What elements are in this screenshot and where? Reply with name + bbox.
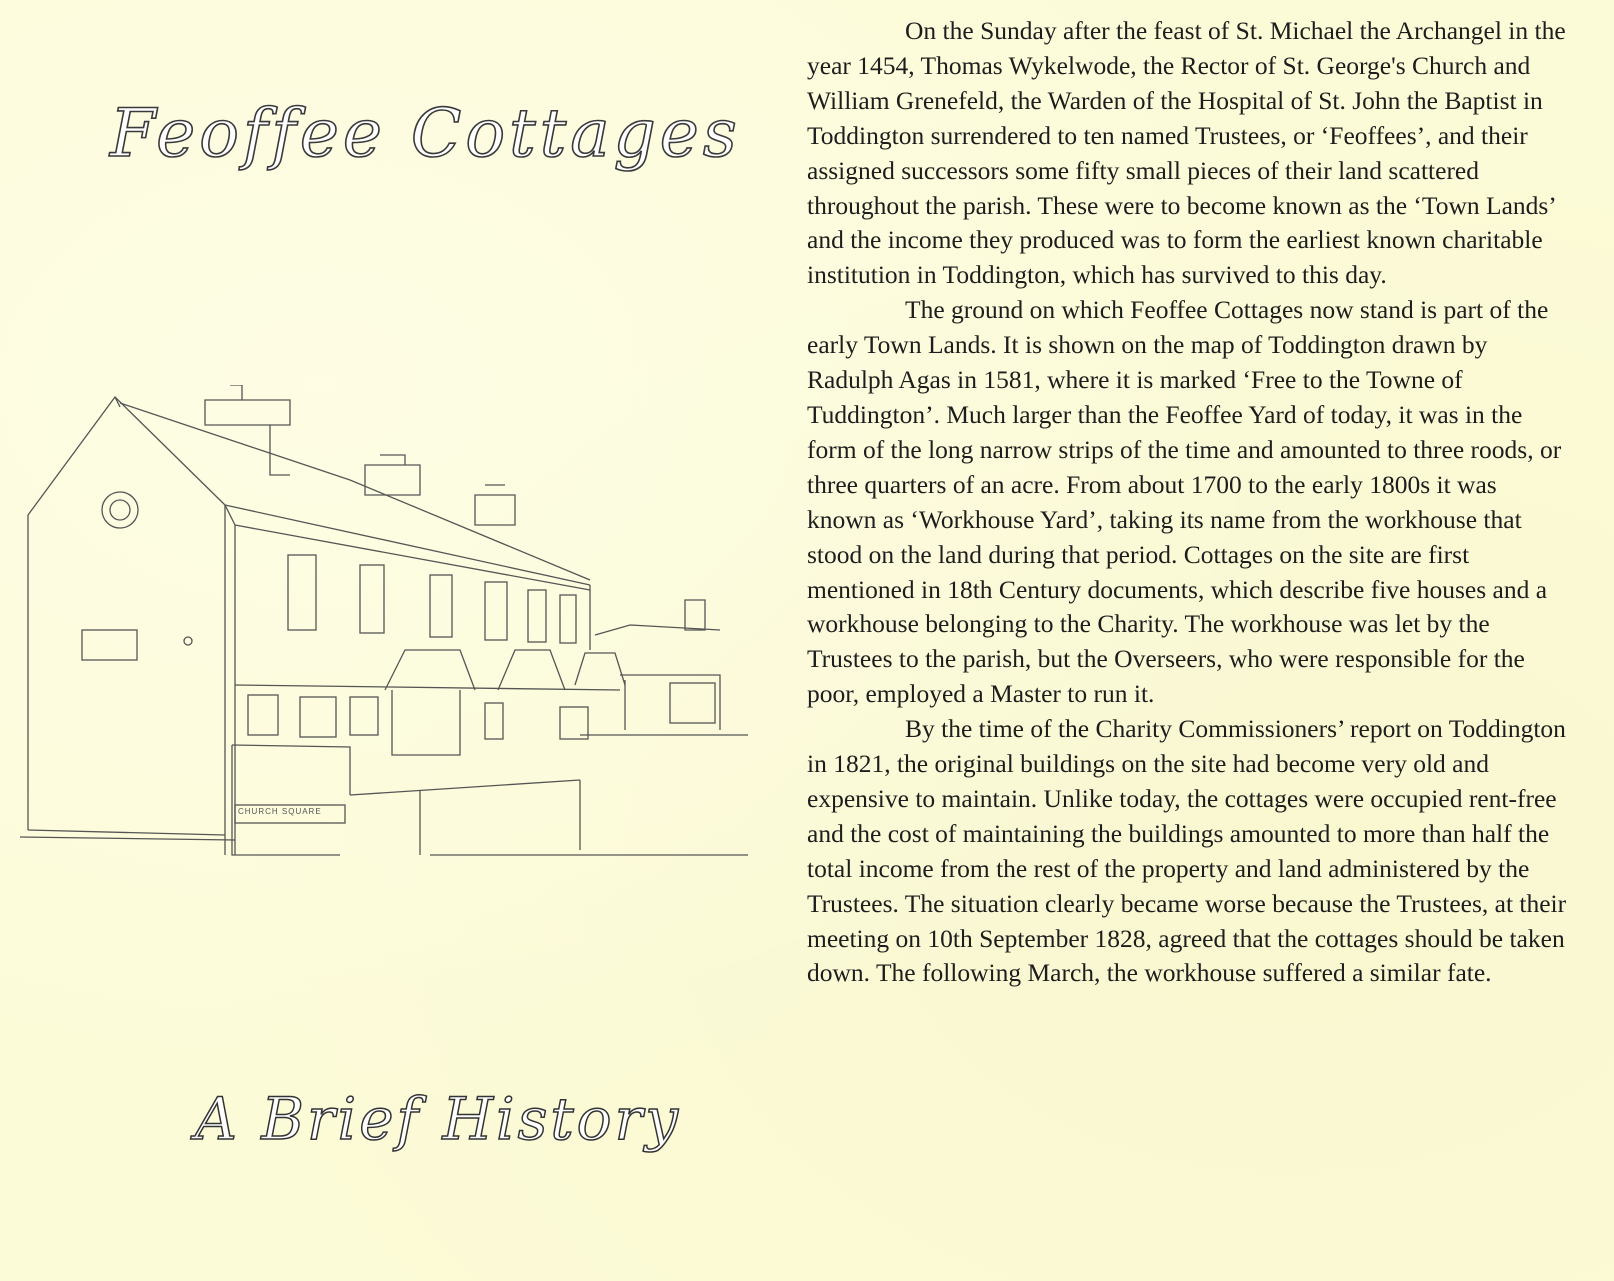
paragraph-1-text: On the Sunday after the feast of St. Michael the Archangel in the year 1454, Thomas Wykelwode, the Rector of St. George's Church and William Grenefeld, the Warden of the Hospital of St. John the Baptist in Toddington surrendered to ten named Trustees, or ‘Feoffees’, and their assigned successors some fifty small pieces of their land scattered throughout the parish. These were to become known as the ‘Town Lands’ and the income they produced was to form the earliest known charitable institution in Toddington, which has survived to this day. xyxy=(807,16,1566,290)
cover-panel xyxy=(0,0,790,1281)
cottages-sketch xyxy=(20,385,750,890)
church-square-sign: CHURCH SQUARE xyxy=(238,807,322,816)
paragraph-3-text: By the time of the Charity Commissioners’ report on Toddington in 1821, the original buildings on the site had become very old and expensive to maintain. Unlike today, the cottages were occupied rent-free and the cost of maintaining the buildings amounted to more than half the total income from the rest of the property and land administered by the Trustees. The situation clearly became worse because the Trustees, at their meeting on 10th September 1828, agreed that the cottages should be taken down. The following March, the workhouse suffered a similar fate. xyxy=(807,714,1567,988)
cover-subtitle: A Brief History xyxy=(195,1085,682,1153)
paragraph-1 xyxy=(807,14,1567,293)
paragraph-3 xyxy=(807,712,1567,991)
cover-title: Feoffee Cottages xyxy=(110,95,741,172)
history-text xyxy=(807,14,1567,1264)
paragraph-2 xyxy=(807,293,1567,712)
paragraph-2-text: The ground on which Feoffee Cottages now stand is part of the early Town Lands. It is shown on the map of Toddington drawn by Radulph Agas in 1581, where it is marked ‘Free to the Towne of Tuddington’. Much larger than the Feoffee Yard of today, it was in the form of the long narrow strips of the time and amounted to three roods, or three quarters of an acre. From about 1700 to the early 1800s it was known as ‘Workhouse Yard’, taking its name from the workhouse that stood on the land during that period. Cottages on the site are first mentioned in 18th Century documents, which describe five houses and a workhouse belonging to the Charity. The workhouse was let by the Trustees to the parish, but the Overseers, who were responsible for the poor, employed a Master to run it. xyxy=(807,295,1562,709)
